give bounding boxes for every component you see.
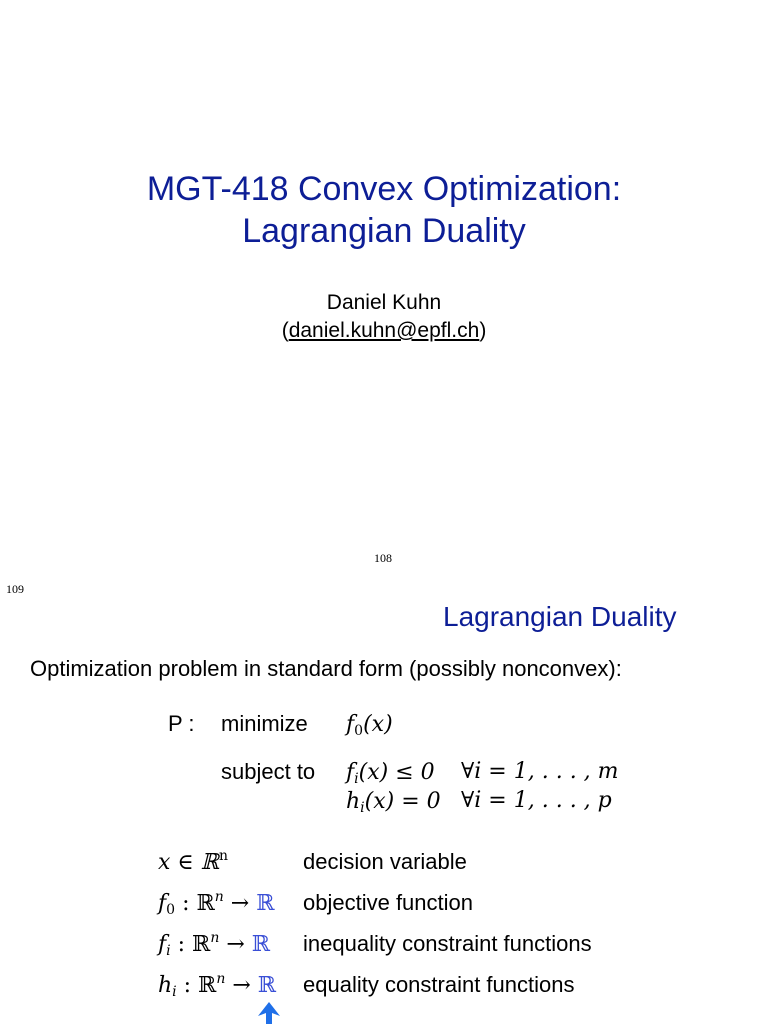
def-sup: n <box>214 889 224 905</box>
def-arrow: → <box>225 973 258 998</box>
def-codomain: ℝ <box>257 973 277 998</box>
page-number-109: 109 <box>6 582 24 596</box>
def-sup: n <box>218 848 228 864</box>
def-sup: n <box>210 930 220 946</box>
eq-func-expression: (x) = 0 <box>364 789 441 814</box>
definition-symbol <box>158 848 303 875</box>
author-name: Daniel Kuhn <box>326 291 442 314</box>
objective-symbol: f <box>346 712 355 737</box>
definition-row-inequality <box>158 930 592 959</box>
def-sym: f <box>158 932 167 957</box>
up-arrow-icon <box>256 1002 282 1024</box>
subject-to-keyword: subject to <box>221 759 316 784</box>
email-close-paren: ) <box>479 319 487 342</box>
definition-row-objective <box>158 889 473 918</box>
definition-symbol <box>158 889 303 918</box>
def-map: : ℝ <box>176 973 217 998</box>
eq-quantifier: ∀i = 1, . . . , p <box>461 788 612 813</box>
definition-description: inequality constraint functions <box>303 931 592 956</box>
def-codomain: ℝ <box>251 932 271 957</box>
def-sub: i <box>172 984 177 1000</box>
definition-row-equality <box>158 971 575 1000</box>
ineq-func-expression: (x) ≤ 0 <box>358 760 435 785</box>
problem-label: P : <box>168 711 195 736</box>
author-email-link[interactable]: daniel.kuhn@epfl.ch <box>288 319 480 342</box>
equality-constraint <box>346 787 441 822</box>
email-open-paren: ( <box>281 319 289 342</box>
def-sup: n <box>216 971 226 987</box>
def-sym: x ∈ ℝ <box>158 850 219 875</box>
def-arrow: → <box>223 891 257 916</box>
definition-symbol <box>158 930 303 959</box>
objective-expression <box>346 710 393 745</box>
slide-title-line-2: Lagrangian Duality <box>242 212 526 250</box>
objective-subscript: 0 <box>354 723 364 739</box>
definition-description: equality constraint functions <box>303 972 575 997</box>
def-arrow: → <box>219 932 252 957</box>
def-sym: h <box>158 973 173 998</box>
intro-text: Optimization problem in standard form (possibly nonconvex): <box>30 656 622 681</box>
def-sym: f <box>158 891 167 916</box>
eq-func-symbol: h <box>346 789 361 814</box>
ineq-quantifier: ∀i = 1, . . . , m <box>461 759 619 784</box>
page-number-108: 108 <box>374 551 392 565</box>
def-sub: i <box>166 943 171 959</box>
def-sub: 0 <box>166 902 176 918</box>
def-codomain: ℝ <box>256 891 275 916</box>
definition-description: decision variable <box>303 849 467 874</box>
ineq-func-subscript: i <box>354 771 359 787</box>
def-map: : ℝ <box>175 891 215 916</box>
slide-heading: Lagrangian Duality <box>443 601 677 632</box>
definition-description: objective function <box>303 890 473 915</box>
author-email-line <box>0 317 768 345</box>
eq-func-subscript: i <box>360 800 365 816</box>
def-map: : ℝ <box>170 932 211 957</box>
objective-argument: (x) <box>363 712 393 737</box>
definition-row-decision-variable <box>158 848 467 875</box>
definition-symbol <box>158 971 303 1000</box>
minimize-keyword: minimize <box>221 711 308 736</box>
ineq-func-symbol: f <box>346 760 355 785</box>
slide-title-line-1: MGT-418 Convex Optimization: <box>146 170 622 208</box>
